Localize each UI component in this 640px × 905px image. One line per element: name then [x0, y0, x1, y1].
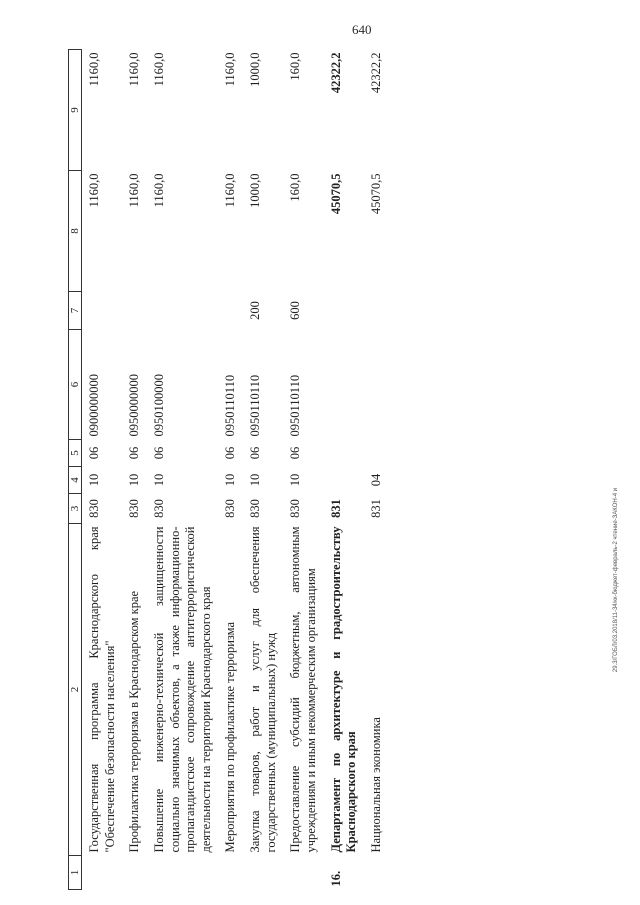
table-row: [147, 50, 219, 890]
row-number: [218, 856, 243, 890]
code-vr: 600: [288, 301, 303, 320]
code-csr: 0950000000: [127, 374, 142, 437]
code-rz: 10: [87, 473, 101, 487]
row-number: [122, 856, 147, 890]
code-csr: 0950100000: [151, 374, 166, 437]
column-header: 9: [69, 50, 82, 171]
side-note-text: 29.3/ГОБЛ/03.2018/11-34/кк-бюджет-февраль-2 чтение-ЗАКОН-4 и: [613, 487, 619, 673]
code-rz: [324, 467, 364, 494]
code-vr: [147, 292, 219, 330]
code-pr: 06: [223, 446, 238, 460]
row-number: [283, 856, 323, 890]
column-header: 3: [69, 494, 82, 524]
row-number: [243, 856, 283, 890]
code-pr: [364, 440, 389, 467]
amount-2019: 1160,0: [223, 173, 238, 208]
code-rz: 10: [248, 473, 262, 487]
code-ved: 830: [87, 499, 101, 518]
row-name: Государственная программа Краснодарского края "Обеспечение безопасности населения": [87, 526, 117, 853]
table-row: [324, 50, 364, 890]
code-csr: [324, 330, 364, 440]
column-header-row: [69, 50, 82, 890]
amount-2019: 1160,0: [127, 173, 142, 208]
code-vr: [324, 292, 364, 330]
column-header: 2: [69, 524, 82, 856]
code-ved: 830: [223, 499, 238, 518]
column-header: 6: [69, 330, 82, 440]
amount-2020: 1160,0: [127, 52, 142, 87]
code-pr: 06: [87, 446, 101, 460]
table-row: [82, 50, 123, 890]
row-name: Мероприятия по профилактике терроризма: [223, 621, 238, 853]
table-row: [122, 50, 147, 890]
code-pr: [324, 440, 364, 467]
row-number: [82, 856, 123, 890]
code-rz: 10: [288, 473, 303, 487]
code-csr: 0950110110: [288, 374, 303, 437]
code-vr: 200: [248, 301, 262, 320]
amount-2020: 42322,2: [328, 52, 343, 94]
amount-2019: 1160,0: [87, 173, 101, 208]
table-row: [218, 50, 243, 890]
code-rz: 10: [223, 473, 238, 487]
code-pr: 06: [288, 446, 303, 460]
code-rz: 04: [368, 473, 383, 487]
amount-2019: 45070,5: [368, 173, 383, 215]
row-name: Повышение инженерно-технической защищенности социально значимых объектов, а также информационно-пропагандистское сопровождение антитеррористической деятельности на территории Краснодарского края: [151, 526, 213, 853]
code-rz: 10: [127, 473, 142, 487]
amount-2020: 1160,0: [151, 52, 166, 87]
code-ved: 831: [328, 499, 343, 518]
amount-2019: 160,0: [288, 173, 303, 202]
code-csr: 0900000000: [87, 374, 101, 437]
code-csr: 0950110110: [223, 374, 238, 437]
row-number: [147, 856, 219, 890]
code-pr: 06: [151, 446, 166, 460]
amount-2020: 1000,0: [248, 52, 262, 87]
code-ved: 831: [368, 499, 383, 518]
code-ved: 830: [151, 499, 166, 518]
code-pr: 06: [248, 446, 262, 460]
table-body: [69, 50, 389, 890]
row-name: Национальная экономика: [368, 717, 383, 853]
row-name: Предоставление субсидий бюджетным, автономным учреждениям и иным некоммерческим организациям: [288, 526, 318, 853]
table-row: [283, 50, 323, 890]
rotated-table-wrapper: [68, 50, 568, 890]
code-pr: 06: [127, 446, 142, 460]
row-name: Профилактика терроризма в Краснодарском крае: [127, 590, 142, 853]
amount-2020: 1160,0: [223, 52, 238, 87]
budget-table: [68, 49, 388, 890]
column-header: 5: [69, 440, 82, 467]
table-row: [364, 50, 389, 890]
column-header: 4: [69, 467, 82, 494]
code-ved: 830: [248, 499, 262, 518]
code-vr: [364, 292, 389, 330]
amount-2019: 1160,0: [151, 173, 166, 208]
page-number: 640: [352, 22, 372, 37]
amount-2020: 1160,0: [87, 52, 101, 87]
row-number: 16.: [328, 870, 343, 887]
code-vr: [122, 292, 147, 330]
code-ved: 830: [288, 499, 303, 518]
amount-2019: 45070,5: [328, 173, 343, 215]
amount-2020: 42322,2: [368, 52, 383, 94]
row-name: Закупка товаров, работ и услуг для обеспечения государственных (муниципальных) нужд: [248, 526, 278, 853]
row-name: Департамент по архитектуре и градостроительству Краснодарского края: [328, 526, 359, 853]
table-row: [243, 50, 283, 890]
row-number: [364, 856, 389, 890]
column-header: 7: [69, 292, 82, 330]
code-ved: 830: [127, 499, 142, 518]
column-header: 8: [69, 171, 82, 292]
code-vr: [218, 292, 243, 330]
code-vr: [82, 292, 123, 330]
code-rz: 10: [151, 473, 166, 487]
code-csr: [364, 330, 389, 440]
amount-2020: 160,0: [288, 52, 303, 81]
column-header: 1: [69, 856, 82, 890]
amount-2019: 1000,0: [248, 173, 262, 208]
code-csr: 0950110110: [248, 374, 262, 437]
side-note: [610, 380, 622, 780]
